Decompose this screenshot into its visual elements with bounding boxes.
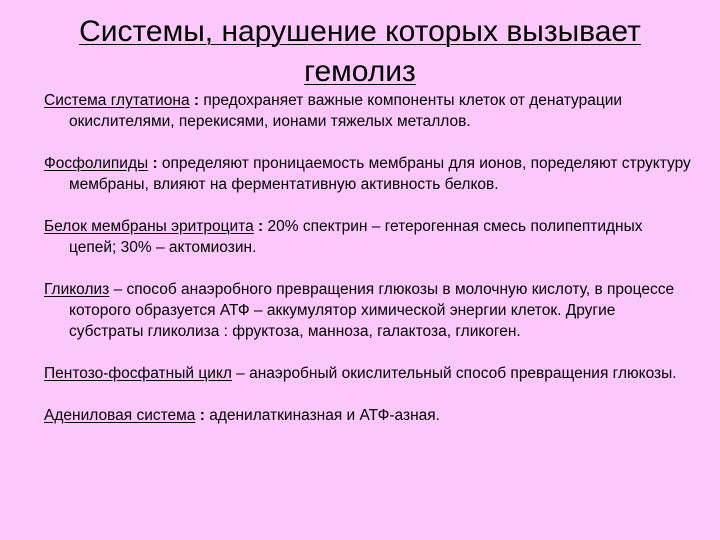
item-term: Адениловая система	[44, 407, 196, 424]
item-text: определяют проницаемость мембраны для ионов, поределяют структуру мембраны, влияют на ферментативную активность белков.	[69, 155, 691, 193]
item-term: Пентозо-фосфатный цикл	[44, 365, 232, 382]
list-item-pentose-phosphate	[44, 363, 694, 384]
list-item-adenyl-system	[44, 405, 694, 426]
item-text: аденилаткиназная и АТФ-азная.	[209, 407, 440, 424]
item-text: способ анаэробного превращения глюкозы в молочную кислоту, в процессе которого образуется АТФ – аккумулятор химической энергии клеток. Другие субстраты гликолиза : фруктоза, манноза, галактоза, гликоген.	[69, 281, 675, 340]
item-term: Система глутатиона	[44, 92, 190, 109]
item-text: предохраняет важные компоненты клеток от денатурации окислителями, перекисями, ионами тяжелых металлов.	[69, 92, 623, 130]
item-term: Белок мембраны эритроцита	[44, 218, 254, 235]
item-term: Гликолиз	[44, 281, 110, 298]
item-separator: :	[189, 92, 204, 109]
item-separator: :	[253, 218, 268, 235]
list-item-glycolysis	[44, 279, 694, 342]
systems-list	[44, 90, 694, 426]
item-text: 20% спектрин – гетерогенная смесь полипептидных цепей; 30% – актомиозин.	[69, 218, 643, 256]
list-item-phospholipids	[44, 153, 694, 195]
item-separator: :	[195, 407, 210, 424]
slide-title: Системы, нарушение которых вызывает гемолиз	[79, 15, 641, 88]
item-separator: –	[231, 365, 250, 382]
item-separator: –	[109, 281, 127, 298]
item-term: Фосфолипиды	[44, 155, 149, 172]
item-separator: :	[148, 155, 162, 172]
list-item-membrane-protein	[44, 216, 694, 258]
list-item-glutathione	[44, 90, 694, 132]
item-text: анаэробный окислительный способ превращения глюкозы.	[249, 365, 677, 382]
